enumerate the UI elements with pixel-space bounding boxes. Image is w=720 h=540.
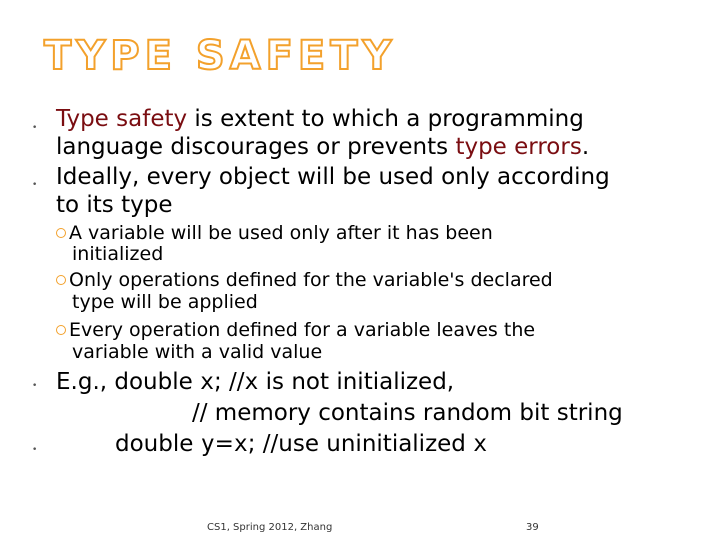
- bullet-2-line-2: to its type: [56, 192, 173, 218]
- sub-bullet-2-line-1: Only operations defined for the variable's declared: [56, 269, 553, 291]
- example-line-2: // memory contains random bit string: [192, 400, 623, 426]
- circle-bullet-icon: [56, 275, 66, 285]
- bullet-marker: •: [32, 123, 38, 133]
- circle-bullet-icon: [56, 228, 66, 238]
- bullet-marker: •: [32, 180, 38, 190]
- bullet-1-line-2: [56, 133, 589, 161]
- keyword-type-errors: type errors: [455, 134, 582, 160]
- bullet-marker: •: [32, 381, 38, 391]
- sub-bullet-3-line-2: variable with a valid value: [72, 341, 323, 363]
- bullet-1-text-2: language discourages or prevents: [56, 134, 456, 160]
- bullet-2-line-1: Ideally, every object will be used only according: [56, 164, 610, 190]
- keyword-type-safety: Type safety: [56, 106, 188, 132]
- sub-bullet-1-line-1: A variable will be used only after it has been: [56, 222, 493, 244]
- example-line-3: double y=x; //use uninitialized x: [115, 431, 488, 457]
- bullet-marker: •: [32, 445, 38, 455]
- page-number: 39: [526, 522, 539, 533]
- circle-bullet-icon: [56, 325, 66, 335]
- bullet-1-text: is extent to which a programming: [187, 106, 584, 132]
- sub-bullet-3-line-1: Every operation defined for a variable leaves the: [56, 319, 535, 341]
- sub-bullet-2-line-2: type will be applied: [72, 291, 258, 313]
- sub-bullet-1-line-2: initialized: [72, 243, 164, 265]
- slide-title: TYPE SAFETY: [44, 33, 397, 79]
- example-line-1: E.g., double x; //x is not initialized,: [56, 369, 455, 395]
- bullet-1-period: .: [581, 134, 590, 160]
- footer-course: CS1, Spring 2012, Zhang: [207, 522, 333, 533]
- bullet-1-line-1: [56, 105, 584, 133]
